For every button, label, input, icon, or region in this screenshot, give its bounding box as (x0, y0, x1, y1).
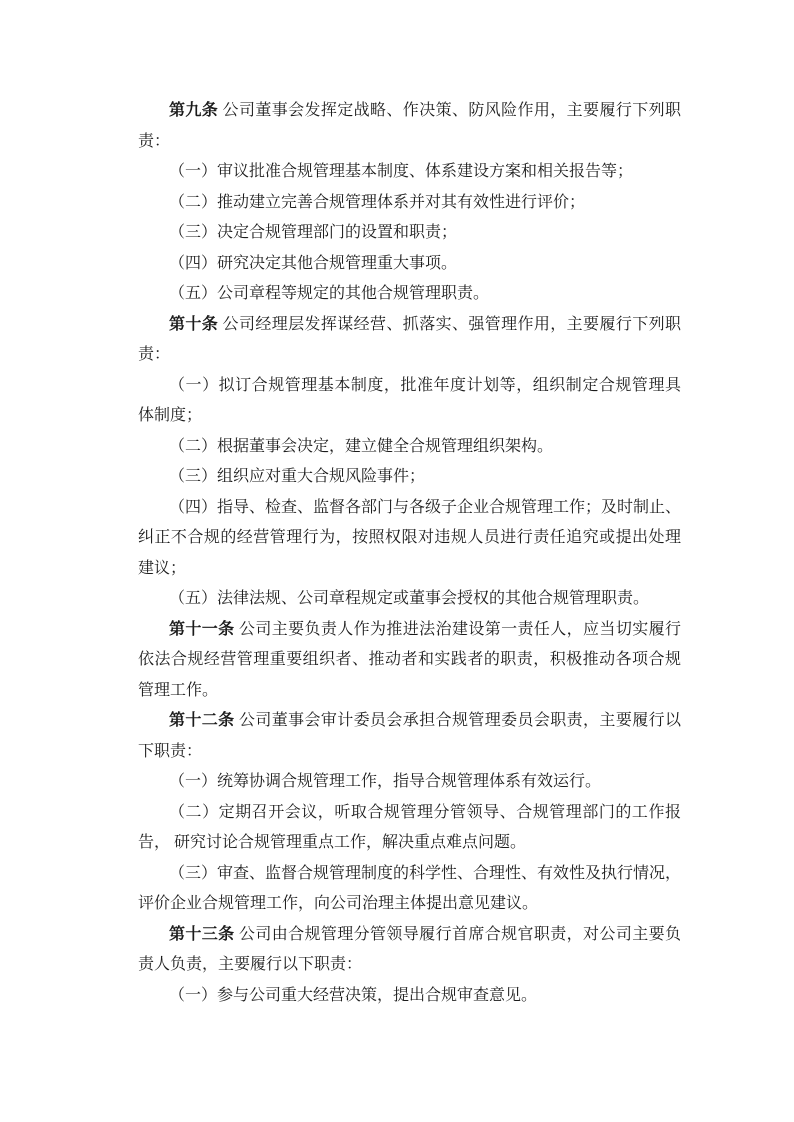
text-line: 评价企业合规管理工作，向公司治理主体提出意见建议。 (138, 895, 539, 912)
paragraph-article-13-intro (138, 920, 681, 981)
paragraph-article-9-item-5 (138, 279, 681, 310)
text-line: 依法合规经营管理重要组织者、推动者和实践者的职责，积极推动各项合规 (138, 651, 681, 668)
text-line: （三）决定合规管理部门的设置和职责； (169, 224, 458, 241)
text-line: （二）推动建立完善合规管理体系并对其有效性进行评价； (169, 193, 586, 211)
text-line: （一）拟订合规管理基本制度，批准年度计划等，组织制定合规管理具 (169, 376, 681, 394)
paragraph-article-10-item-5 (138, 584, 681, 615)
paragraph-article-12-item-2 (138, 798, 681, 859)
paragraph-article-10-item-2 (138, 432, 681, 463)
text-line: （一）审议批准合规管理基本制度、体系建设方案和相关报告等； (169, 163, 634, 180)
text-line: 告， 研究讨论合规管理重点工作，解决重点难点问题。 (138, 834, 527, 851)
article-number: 第十条 (169, 315, 219, 333)
text-line: （一）统筹协调合规管理工作，指导合规管理体系有效运行。 (169, 773, 602, 790)
text-line: （五）公司章程等规定的其他合规管理职责。 (169, 285, 490, 302)
paragraph-article-11 (138, 615, 681, 707)
text-line: 责： (138, 132, 171, 150)
paragraph-article-12-item-3 (138, 859, 681, 920)
text-line: 责： (138, 346, 171, 363)
paragraph-article-10-item-3 (138, 462, 681, 493)
paragraph-article-12-intro (138, 706, 681, 767)
text-line: 下职责： (138, 742, 203, 760)
paragraph-article-9-item-2 (138, 188, 681, 219)
text-line: （三）审查、监督合规管理制度的科学性、合理性、有效性及执行情况， (169, 864, 682, 882)
text-line: 第十条 公司经理层发挥谋经营、抓落实、强管理作用，主要履行下列职 (169, 315, 681, 333)
article-number: 第十二条 (169, 712, 235, 729)
article-number: 第九条 (169, 102, 219, 119)
paragraph-article-12-item-1 (138, 767, 681, 798)
text-line: 责人负责，主要履行以下职责： (138, 956, 363, 973)
text-line: （二）定期召开会议，听取合规管理分管领导、合规管理部门的工作报 (169, 803, 681, 821)
paragraph-article-13-item-1 (138, 981, 681, 1012)
paragraph-article-9-item-1 (138, 157, 681, 188)
text-line: 体制度； (138, 407, 203, 424)
text-line: （三）组织应对重大合规风险事件； (169, 468, 426, 485)
article-number: 第十三条 (169, 925, 235, 943)
paragraph-article-10-intro (138, 310, 681, 371)
text-line: （一）参与公司重大经营决策，提出合规审查意见。 (169, 986, 538, 1004)
text-line: （二）根据董事会决定，建立健全合规管理组织架构。 (169, 437, 554, 455)
paragraph-article-10-item-4 (138, 493, 681, 585)
text-line: 建议； (138, 559, 187, 577)
paragraph-article-10-item-1 (138, 371, 681, 432)
text-line: （五）法律法规、公司章程规定或董事会授权的其他合规管理职责。 (169, 590, 650, 607)
text-line: 第九条 公司董事会发挥定战略、作决策、防风险作用，主要履行下列职 (169, 102, 681, 119)
text-line: 纠正不合规的经营管理行为，按照权限对违规人员进行责任追究或提出处理 (138, 529, 681, 546)
text-line: （四）指导、检查、监督各部门与各级子企业合规管理工作；及时制止、 (169, 498, 682, 516)
text-line: 第十二条 公司董事会审计委员会承担合规管理委员会职责，主要履行以 (169, 712, 681, 729)
text-line: 管理工作。 (138, 681, 219, 699)
document-body (138, 96, 681, 1011)
text-line: 第十一条 公司主要负责人作为推进法治建设第一责任人，应当切实履行 (169, 620, 681, 638)
paragraph-article-9-intro (138, 96, 681, 157)
text-line: （四）研究决定其他合规管理重大事项。 (169, 254, 458, 272)
paragraph-article-9-item-3 (138, 218, 681, 249)
text-line: 第十三条 公司由合规管理分管领导履行首席合规官职责，对公司主要负 (169, 925, 681, 943)
paragraph-article-9-item-4 (138, 249, 681, 280)
article-number: 第十一条 (169, 620, 235, 638)
